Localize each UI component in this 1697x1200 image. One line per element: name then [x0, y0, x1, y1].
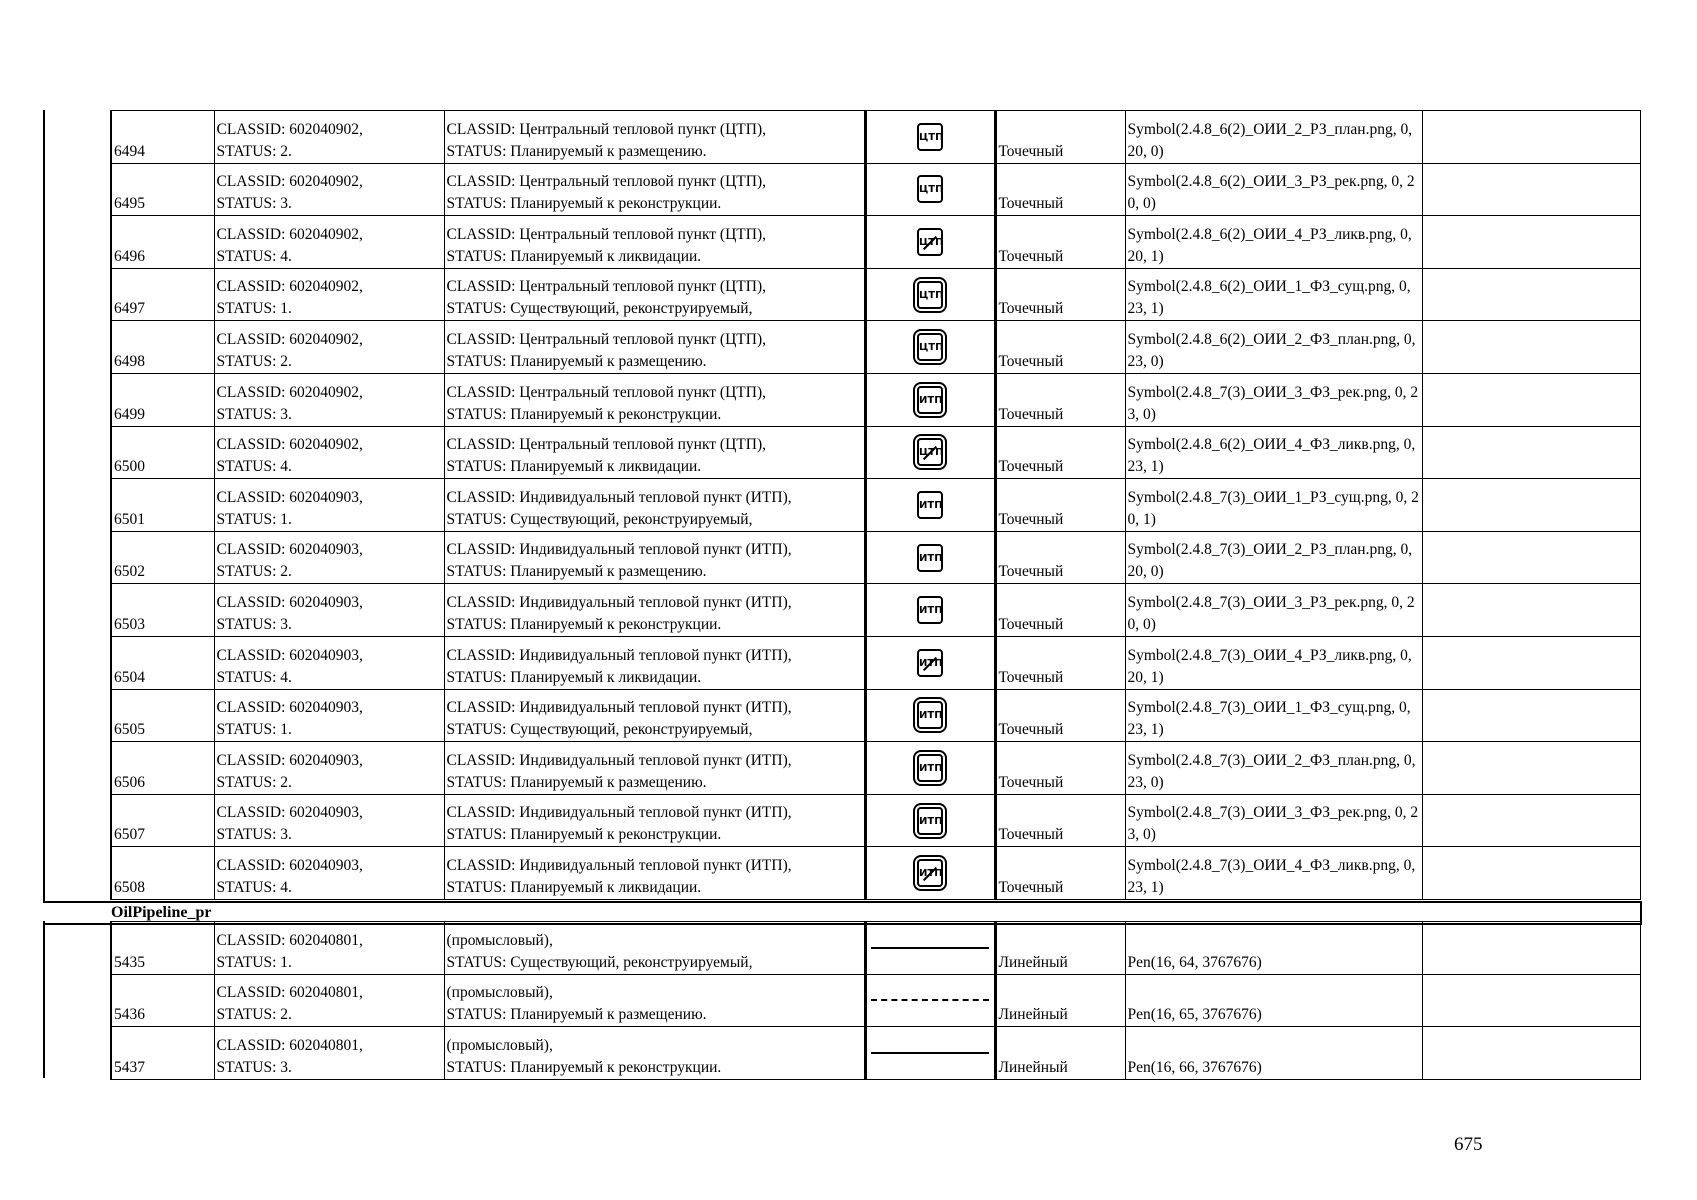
table-row — [43, 111, 1640, 164]
margin-gap-cell — [43, 847, 111, 900]
description-cell — [444, 479, 865, 532]
heat-point-icon: ИТП — [917, 649, 943, 677]
row-code: 5437 — [111, 1027, 214, 1080]
margin-gap-cell — [43, 268, 111, 321]
classid-text: CLASSID: 602040902, — [216, 120, 363, 138]
empty-cell — [1422, 216, 1640, 269]
margin-gap-cell — [43, 111, 111, 164]
margin-gap-cell — [43, 922, 111, 975]
empty-cell — [1422, 479, 1640, 532]
classid-status-cell — [214, 689, 444, 742]
classid-text: CLASSID: 602040903, — [216, 541, 363, 559]
classid-text: CLASSID: 602040801, — [216, 1036, 363, 1054]
classid-text: CLASSID: 602040903, — [216, 593, 363, 611]
row-code: 5435 — [111, 922, 214, 975]
table-row — [43, 373, 1640, 426]
heat-point-icon: ИТП — [917, 544, 943, 572]
description-cell — [444, 584, 865, 637]
pipeline-line-icon — [871, 947, 989, 949]
symbol-cell — [865, 373, 995, 426]
page-number: 675 — [1454, 1134, 1483, 1155]
geometry-type: Точечный — [995, 636, 1125, 689]
margin-gap-cell — [43, 479, 111, 532]
symbol-cell — [865, 922, 995, 975]
table-row — [43, 742, 1640, 795]
status-text: STATUS: 1. — [216, 721, 292, 739]
table-row — [43, 636, 1640, 689]
description-line: CLASSID: Индивидуальный тепловой пункт (ИТП), — [446, 541, 792, 559]
geometry-type: Точечный — [995, 111, 1125, 164]
row-code: 6500 — [111, 426, 214, 479]
description-cell — [444, 426, 865, 479]
description-line: CLASSID: Центральный тепловой пункт (ЦТП), — [446, 225, 766, 243]
classid-status-cell — [214, 636, 444, 689]
description-line: CLASSID: Центральный тепловой пункт (ЦТП), — [446, 330, 766, 348]
geometry-type: Точечный — [995, 426, 1125, 479]
classid-text: CLASSID: 602040902, — [216, 383, 363, 401]
row-code: 6502 — [111, 531, 214, 584]
symbol-cell — [865, 794, 995, 847]
row-code: 6495 — [111, 163, 214, 216]
heat-point-icon: ЦТП — [917, 228, 943, 256]
status-text: STATUS: 2. — [216, 773, 292, 791]
margin-gap-cell — [43, 426, 111, 479]
heat-point-icon: ИТП — [917, 859, 943, 887]
geometry-type: Точечный — [995, 268, 1125, 321]
symbol-cell — [865, 268, 995, 321]
geometry-type: Линейный — [995, 974, 1125, 1027]
geometry-type: Линейный — [995, 922, 1125, 975]
classid-text: CLASSID: 602040801, — [216, 931, 363, 949]
status-text: STATUS: 4. — [216, 458, 292, 476]
style-string: Symbol(2.4.8_7(3)_ОИИ_4_ФЗ_ликв.png, 0, 23, 1) — [1125, 847, 1422, 900]
classid-text: CLASSID: 602040902, — [216, 225, 363, 243]
description-line: STATUS: Планируемый к реконструкции. — [446, 615, 722, 633]
table-row — [43, 426, 1640, 479]
style-string: Symbol(2.4.8_6(2)_ОИИ_3_РЗ_рек.png, 0, 20, 0) — [1125, 163, 1422, 216]
empty-cell — [1422, 163, 1640, 216]
heat-point-icon: ЦТП — [917, 123, 943, 151]
symbol-cell — [865, 742, 995, 795]
table-row — [43, 531, 1640, 584]
row-code: 6506 — [111, 742, 214, 795]
geometry-type: Точечный — [995, 163, 1125, 216]
classid-text: CLASSID: 602040801, — [216, 984, 363, 1002]
description-line: STATUS: Планируемый к реконструкции. — [446, 1058, 722, 1076]
classid-status-cell — [214, 1027, 444, 1080]
heat-point-icon: ЦТП — [917, 281, 943, 309]
description-line: STATUS: Планируемый к размещению. — [446, 1006, 707, 1024]
empty-cell — [1422, 689, 1640, 742]
description-line: CLASSID: Индивидуальный тепловой пункт (ИТП), — [446, 856, 792, 874]
classid-text: CLASSID: 602040902, — [216, 436, 363, 454]
classid-status-cell — [214, 268, 444, 321]
margin-gap-cell — [43, 689, 111, 742]
heat-point-icon: ЦТП — [917, 333, 943, 361]
table-row — [43, 794, 1640, 847]
classid-text: CLASSID: 602040902, — [216, 173, 363, 191]
style-string: Pen(16, 64, 3767676) — [1125, 922, 1422, 975]
description-line: CLASSID: Центральный тепловой пункт (ЦТП), — [446, 173, 766, 191]
margin-gap-cell — [43, 974, 111, 1027]
geometry-type: Точечный — [995, 742, 1125, 795]
margin-gap-cell — [43, 794, 111, 847]
style-string: Pen(16, 65, 3767676) — [1125, 974, 1422, 1027]
description-cell — [444, 1027, 865, 1080]
table-row — [43, 479, 1640, 532]
table-row — [43, 847, 1640, 900]
row-code: 6498 — [111, 321, 214, 374]
heat-point-icon: ИТП — [917, 596, 943, 624]
description-cell — [444, 742, 865, 795]
style-string: Symbol(2.4.8_6(2)_ОИИ_1_ФЗ_сущ.png, 0, 23, 1) — [1125, 268, 1422, 321]
pipeline-line-icon — [871, 1052, 989, 1054]
style-string: Symbol(2.4.8_7(3)_ОИИ_2_ФЗ_план.png, 0, 23, 0) — [1125, 742, 1422, 795]
classid-text: CLASSID: 602040902, — [216, 278, 363, 296]
classid-status-cell — [214, 426, 444, 479]
classid-status-cell — [214, 373, 444, 426]
style-string: Symbol(2.4.8_7(3)_ОИИ_1_РЗ_сущ.png, 0, 20, 1) — [1125, 479, 1422, 532]
status-text: STATUS: 4. — [216, 668, 292, 686]
style-string: Symbol(2.4.8_7(3)_ОИИ_4_РЗ_ликв.png, 0, 20, 1) — [1125, 636, 1422, 689]
classid-text: CLASSID: 602040903, — [216, 804, 363, 822]
classid-status-cell — [214, 922, 444, 975]
empty-cell — [1422, 268, 1640, 321]
table-row — [43, 974, 1640, 1027]
status-text: STATUS: 4. — [216, 247, 292, 265]
description-cell — [444, 974, 865, 1027]
symbol-cell — [865, 216, 995, 269]
classid-status-cell — [214, 742, 444, 795]
status-text: STATUS: 2. — [216, 1006, 292, 1024]
classid-status-cell — [214, 321, 444, 374]
status-text: STATUS: 3. — [216, 405, 292, 423]
description-line: STATUS: Планируемый к размещению. — [446, 773, 707, 791]
margin-gap-cell — [43, 584, 111, 637]
margin-gap-cell — [43, 1027, 111, 1080]
description-cell — [444, 268, 865, 321]
description-line: STATUS: Существующий, реконструируемый, — [446, 721, 753, 739]
description-line: (промысловый), — [446, 984, 553, 1002]
description-line: CLASSID: Индивидуальный тепловой пункт (ИТП), — [446, 488, 792, 506]
row-code: 6503 — [111, 584, 214, 637]
section-title: OilPipeline_pr — [111, 904, 212, 921]
geometry-type: Точечный — [995, 847, 1125, 900]
symbol-cell — [865, 636, 995, 689]
symbol-cell — [865, 1027, 995, 1080]
status-text: STATUS: 3. — [216, 195, 292, 213]
empty-cell — [1422, 426, 1640, 479]
heat-point-icon: ИТП — [917, 807, 943, 835]
description-line: STATUS: Планируемый к ликвидации. — [446, 878, 702, 896]
classid-status-cell — [214, 584, 444, 637]
symbol-cell — [865, 163, 995, 216]
table-row — [43, 922, 1640, 975]
empty-cell — [1422, 531, 1640, 584]
row-code: 6508 — [111, 847, 214, 900]
margin-gap-cell — [43, 321, 111, 374]
style-string: Symbol(2.4.8_7(3)_ОИИ_2_РЗ_план.png, 0, 20, 0) — [1125, 531, 1422, 584]
classid-text: CLASSID: 602040903, — [216, 856, 363, 874]
geometry-type: Точечный — [995, 321, 1125, 374]
margin-gap-cell — [43, 742, 111, 795]
symbol-cell — [865, 974, 995, 1027]
description-line: STATUS: Планируемый к ликвидации. — [446, 668, 702, 686]
description-line: CLASSID: Центральный тепловой пункт (ЦТП), — [446, 278, 766, 296]
description-line: CLASSID: Индивидуальный тепловой пункт (ИТП), — [446, 751, 792, 769]
description-line: STATUS: Планируемый к размещению. — [446, 352, 707, 370]
description-line: STATUS: Планируемый к ликвидации. — [446, 458, 702, 476]
empty-cell — [1422, 1027, 1640, 1080]
status-text: STATUS: 3. — [216, 615, 292, 633]
heat-point-icon: ЦТП — [917, 175, 943, 203]
row-code: 6507 — [111, 794, 214, 847]
description-line: CLASSID: Индивидуальный тепловой пункт (ИТП), — [446, 699, 792, 717]
description-cell — [444, 636, 865, 689]
geometry-type: Точечный — [995, 479, 1125, 532]
geometry-type: Точечный — [995, 373, 1125, 426]
description-line: STATUS: Существующий, реконструируемый, — [446, 300, 753, 318]
description-line: CLASSID: Индивидуальный тепловой пункт (ИТП), — [446, 804, 792, 822]
heat-point-icon: ИТП — [917, 491, 943, 519]
description-cell — [444, 531, 865, 584]
description-line: (промысловый), — [446, 931, 553, 949]
heat-point-icon: ИТП — [917, 386, 943, 414]
description-line: CLASSID: Индивидуальный тепловой пункт (ИТП), — [446, 646, 792, 664]
empty-cell — [1422, 794, 1640, 847]
description-line: STATUS: Планируемый к реконструкции. — [446, 195, 722, 213]
classid-text: CLASSID: 602040903, — [216, 646, 363, 664]
description-cell — [444, 689, 865, 742]
table-row — [43, 1027, 1640, 1080]
description-cell — [444, 216, 865, 269]
style-string: Symbol(2.4.8_6(2)_ОИИ_2_РЗ_план.png, 0, 20, 0) — [1125, 111, 1422, 164]
description-cell — [444, 922, 865, 975]
table-row — [43, 163, 1640, 216]
description-line: STATUS: Планируемый к ликвидации. — [446, 247, 702, 265]
description-cell — [444, 321, 865, 374]
symbol-table — [43, 110, 1641, 900]
style-string: Symbol(2.4.8_7(3)_ОИИ_3_РЗ_рек.png, 0, 20, 0) — [1125, 584, 1422, 637]
style-string: Pen(16, 66, 3767676) — [1125, 1027, 1422, 1080]
table-row — [43, 689, 1640, 742]
status-text: STATUS: 2. — [216, 563, 292, 581]
symbol-cell — [865, 847, 995, 900]
geometry-type: Точечный — [995, 216, 1125, 269]
empty-cell — [1422, 742, 1640, 795]
geometry-type: Точечный — [995, 794, 1125, 847]
row-code: 6501 — [111, 479, 214, 532]
description-cell — [444, 163, 865, 216]
classid-status-cell — [214, 216, 444, 269]
style-string: Symbol(2.4.8_7(3)_ОИИ_1_ФЗ_сущ.png, 0, 23, 1) — [1125, 689, 1422, 742]
description-line: CLASSID: Индивидуальный тепловой пункт (ИТП), — [446, 593, 792, 611]
empty-cell — [1422, 636, 1640, 689]
geometry-type: Линейный — [995, 1027, 1125, 1080]
status-text: STATUS: 2. — [216, 142, 292, 160]
classid-status-cell — [214, 163, 444, 216]
margin-gap-cell — [43, 216, 111, 269]
description-line: STATUS: Планируемый к размещению. — [446, 142, 707, 160]
description-cell — [444, 847, 865, 900]
row-code: 5436 — [111, 974, 214, 1027]
classid-status-cell — [214, 794, 444, 847]
empty-cell — [1422, 111, 1640, 164]
margin-gap-cell — [43, 373, 111, 426]
symbol-cell — [865, 321, 995, 374]
status-text: STATUS: 3. — [216, 826, 292, 844]
table-row — [43, 584, 1640, 637]
classid-text: CLASSID: 602040903, — [216, 488, 363, 506]
empty-cell — [1422, 584, 1640, 637]
symbol-cell — [865, 426, 995, 479]
description-line: STATUS: Планируемый к реконструкции. — [446, 826, 722, 844]
symbol-cell — [865, 479, 995, 532]
style-string: Symbol(2.4.8_6(2)_ОИИ_4_РЗ_ликв.png, 0, 20, 1) — [1125, 216, 1422, 269]
empty-cell — [1422, 373, 1640, 426]
classid-status-cell — [214, 531, 444, 584]
description-line: STATUS: Существующий, реконструируемый, — [446, 953, 753, 971]
table-row — [43, 321, 1640, 374]
description-cell — [444, 794, 865, 847]
row-code: 6497 — [111, 268, 214, 321]
heat-point-icon: ИТП — [917, 754, 943, 782]
geometry-type: Точечный — [995, 584, 1125, 637]
description-line: STATUS: Планируемый к размещению. — [446, 563, 707, 581]
status-text: STATUS: 1. — [216, 953, 292, 971]
description-cell — [444, 111, 865, 164]
heat-point-icon: ИТП — [917, 701, 943, 729]
style-string: Symbol(2.4.8_7(3)_ОИИ_3_ФЗ_рек.png, 0, 23, 0) — [1125, 373, 1422, 426]
empty-cell — [1422, 847, 1640, 900]
status-text: STATUS: 3. — [216, 1058, 292, 1076]
geometry-type: Точечный — [995, 531, 1125, 584]
row-code: 6504 — [111, 636, 214, 689]
empty-cell — [1422, 974, 1640, 1027]
status-text: STATUS: 1. — [216, 300, 292, 318]
symbol-cell — [865, 689, 995, 742]
status-text: STATUS: 1. — [216, 510, 292, 528]
classid-status-cell — [214, 847, 444, 900]
description-line: CLASSID: Центральный тепловой пункт (ЦТП), — [446, 436, 766, 454]
style-string: Symbol(2.4.8_6(2)_ОИИ_2_ФЗ_план.png, 0, 23, 0) — [1125, 321, 1422, 374]
symbol-cell — [865, 111, 995, 164]
row-code: 6505 — [111, 689, 214, 742]
classid-text: CLASSID: 602040903, — [216, 699, 363, 717]
description-line: (промысловый), — [446, 1036, 553, 1054]
symbol-cell — [865, 584, 995, 637]
row-code: 6496 — [111, 216, 214, 269]
pipeline-table — [43, 921, 1641, 1080]
pipeline-line-icon — [871, 999, 989, 1001]
classid-status-cell — [214, 974, 444, 1027]
style-string: Symbol(2.4.8_7(3)_ОИИ_3_ФЗ_рек.png, 0, 23, 0) — [1125, 794, 1422, 847]
description-line: STATUS: Планируемый к реконструкции. — [446, 405, 722, 423]
margin-gap-cell — [43, 636, 111, 689]
description-line: CLASSID: Центральный тепловой пункт (ЦТП), — [446, 383, 766, 401]
description-cell — [444, 373, 865, 426]
margin-gap-cell — [43, 163, 111, 216]
style-string: Symbol(2.4.8_6(2)_ОИИ_4_ФЗ_ликв.png, 0, 23, 1) — [1125, 426, 1422, 479]
margin-gap-cell — [43, 531, 111, 584]
symbol-cell — [865, 531, 995, 584]
description-line: CLASSID: Центральный тепловой пункт (ЦТП), — [446, 120, 766, 138]
classid-text: CLASSID: 602040903, — [216, 751, 363, 769]
description-line: STATUS: Существующий, реконструируемый, — [446, 510, 753, 528]
table-row — [43, 268, 1640, 321]
empty-cell — [1422, 922, 1640, 975]
status-text: STATUS: 2. — [216, 352, 292, 370]
row-code: 6494 — [111, 111, 214, 164]
classid-status-cell — [214, 111, 444, 164]
row-code: 6499 — [111, 373, 214, 426]
status-text: STATUS: 4. — [216, 878, 292, 896]
heat-point-icon: ЦТП — [917, 438, 943, 466]
geometry-type: Точечный — [995, 689, 1125, 742]
classid-text: CLASSID: 602040902, — [216, 330, 363, 348]
empty-cell — [1422, 321, 1640, 374]
classid-status-cell — [214, 479, 444, 532]
table-row — [43, 216, 1640, 269]
